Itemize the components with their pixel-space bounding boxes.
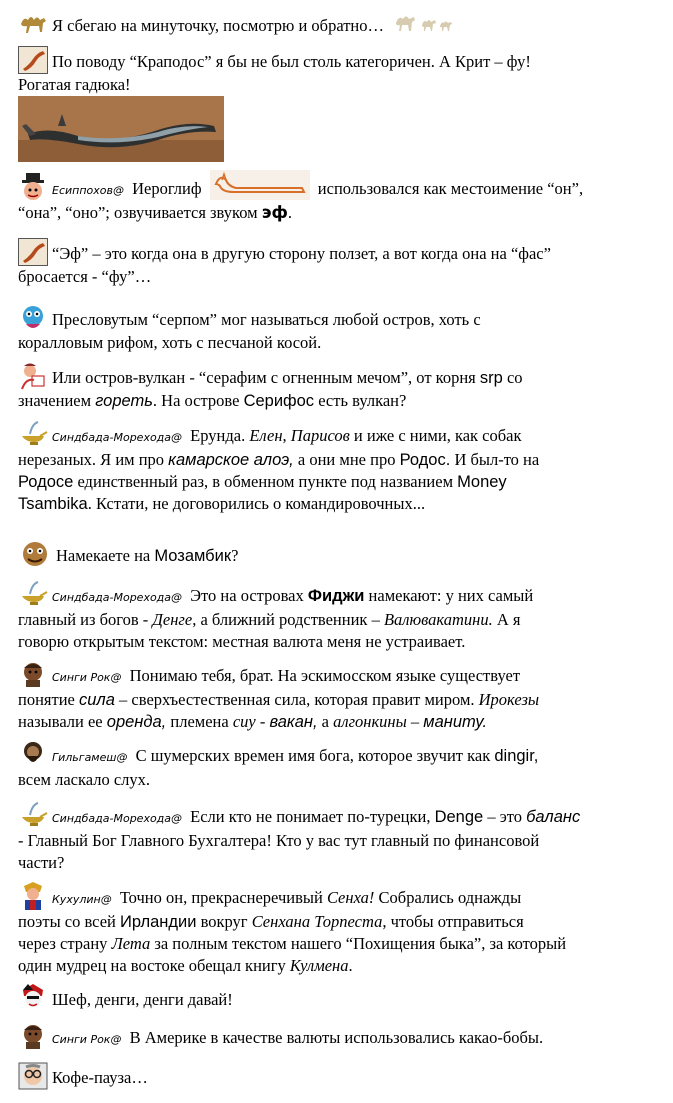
harlequin-avatar-icon: [18, 984, 48, 1012]
chat-message: [18, 304, 659, 354]
chat-message: [18, 46, 659, 96]
message-text: и иже с ними, как собак: [353, 426, 522, 445]
message-text: “она”, “оно”; озвучивается звуком: [18, 203, 258, 222]
chat-message: [18, 660, 659, 733]
brown-face-avatar-icon: [18, 540, 52, 568]
message-text: . Кстати, не договорились о командировочных...: [87, 494, 426, 513]
message-text: ?: [231, 546, 239, 565]
message-text: Лета: [111, 934, 151, 953]
message-text: говорю открытым текстом: местная валюта меня не устраивает.: [18, 632, 466, 651]
magic-lamp-avatar-icon: [18, 580, 48, 608]
message-text: С шумерских времен имя бога, которое звучит как: [135, 746, 491, 765]
message-text: Иероглиф: [132, 179, 202, 198]
user-nickname: Синги Рок@: [52, 1033, 122, 1046]
message-text: Валювакатини.: [383, 610, 493, 629]
message-text: сила: [79, 691, 115, 709]
message-text: Я сбегаю на минуточку, посмотрю и обратно…: [52, 16, 385, 35]
reading-man-avatar-icon: [18, 362, 48, 390]
chat-message: [18, 362, 659, 412]
snake-avatar-icon: [18, 46, 48, 74]
message-text: гореть: [95, 392, 153, 410]
user-nickname: Синги Рок@: [52, 671, 122, 684]
message-text: И был-то на: [454, 450, 540, 469]
message-text: – это: [487, 807, 523, 826]
message-text: Пресловутым “серпом” мог называться любой остров, хоть с: [52, 310, 481, 329]
message-text: маниту.: [423, 713, 488, 731]
chat-message: [18, 580, 659, 653]
message-text: Или остров-вулкан - “серафим с огненным мечом”, от корня: [52, 368, 476, 387]
message-text: Кулмена: [289, 956, 349, 975]
message-text: Серифос: [243, 392, 315, 410]
message-text: Намекаете на: [56, 546, 151, 565]
warrior-avatar-icon: [18, 1022, 48, 1050]
user-nickname: Есиппохов@: [52, 184, 124, 197]
message-text: главный из богов -: [18, 610, 149, 629]
message-text: Ерунда.: [190, 426, 246, 445]
chat-message: [18, 420, 659, 515]
message-text: оренда,: [106, 713, 167, 731]
message-text: Если кто не понимает по-турецки,: [190, 807, 431, 826]
message-text: племена: [170, 712, 229, 731]
message-text: камарское алоэ,: [168, 451, 294, 469]
message-text: Родосе: [18, 473, 74, 491]
message-text: Ирокезы: [478, 690, 540, 709]
message-text: “Эф” – это когда она в другую сторону ползет, а вот когда она на “фас”: [52, 244, 551, 263]
message-text: бросается - “фу”…: [18, 267, 152, 286]
message-text: Кофе-пауза…: [52, 1068, 148, 1087]
message-text: всем ласкало слух.: [18, 770, 151, 789]
message-text: Tsambika: [18, 495, 88, 513]
message-text: - Главный Бог Главного Бухгалтера! Кто у вас тут главный по финансовой: [18, 831, 540, 850]
message-text: .: [348, 956, 353, 975]
message-text: за полным текстом нашего “Похищения быка”, за который: [154, 934, 567, 953]
message-text: ,: [282, 426, 287, 445]
message-text: Мозамбик: [154, 547, 232, 565]
chat-message: [18, 238, 659, 288]
chat-message: [18, 984, 659, 1012]
message-text: Парисов: [290, 426, 350, 445]
message-text: – сверхъестественная сила, которая правит миром.: [119, 690, 475, 709]
message-text: Денге: [152, 610, 193, 629]
message-text: намекают: у них самый: [368, 586, 534, 605]
message-text: , чтобы отправиться: [382, 912, 524, 931]
message-text: srp: [479, 369, 503, 387]
message-text: Money: [457, 473, 507, 491]
message-text: значением: [18, 391, 92, 410]
message-text: эф: [261, 203, 288, 222]
message-text: В Америке в качестве валюты использовались какао-бобы.: [129, 1028, 544, 1047]
chat-message: [18, 540, 659, 568]
warrior-avatar-icon: [18, 660, 48, 688]
chat-message: [18, 10, 659, 41]
camel-caravan-icon: [394, 11, 462, 41]
magic-lamp-avatar-icon: [18, 801, 48, 829]
message-text: , а ближний родственник –: [192, 610, 380, 629]
top-hat-man-avatar-icon: [18, 173, 48, 201]
chat-message: [18, 170, 659, 224]
user-nickname: Синдбада-Морехода@: [52, 812, 183, 825]
user-nickname: Кухулин@: [52, 893, 112, 906]
message-text: а: [321, 712, 329, 731]
message-text: понятие: [18, 690, 75, 709]
message-text: Родос.: [399, 451, 451, 469]
cuchulainn-avatar-icon: [18, 882, 48, 910]
magic-lamp-avatar-icon: [18, 420, 48, 448]
message-text: Понимаю тебя, брат. На эскимосском языке существует: [129, 666, 521, 685]
message-text: со: [506, 368, 523, 387]
message-text: Елен: [249, 426, 283, 445]
message-text: коралловым рифом, хоть с песчаной косой.: [18, 333, 322, 352]
message-text: Шеф, денги, денги давай!: [52, 990, 233, 1009]
message-text: поэты со всей: [18, 912, 116, 931]
camel-avatar-icon: [18, 10, 48, 38]
message-text: а они мне про: [297, 450, 396, 469]
message-text: Рогатая гадюка!: [18, 75, 131, 94]
chat-message: [18, 801, 659, 874]
message-text: через страну: [18, 934, 108, 953]
message-text: –: [410, 712, 420, 731]
message-text: Фиджи: [307, 587, 365, 605]
blue-creature-avatar-icon: [18, 304, 48, 332]
user-nickname: Синдбада-Морехода@: [52, 431, 183, 444]
message-text: один мудрец на востоке обещал книгу: [18, 956, 286, 975]
message-text: есть вулкан?: [318, 391, 407, 410]
message-text: называли ее: [18, 712, 103, 731]
message-text: Сенхана Торпеста: [251, 912, 383, 931]
message-text: Собрались однажды: [378, 888, 522, 907]
message-text: Это на островах: [190, 586, 304, 605]
message-text: вакан,: [269, 713, 318, 731]
professor-avatar-icon: [18, 1062, 48, 1090]
message-text: использовался как местоимение “он”,: [317, 179, 584, 198]
message-text: нерезаных. Я им про: [18, 450, 165, 469]
chat-message: [18, 740, 659, 791]
message-text: единственный раз, в обменном пункте под названием: [77, 472, 454, 491]
message-text: Сенха!: [326, 888, 375, 907]
message-text: .: [287, 203, 292, 222]
gilgamesh-avatar-icon: [18, 740, 48, 768]
message-text: Ирландии: [119, 913, 197, 931]
message-text: сиу: [232, 712, 256, 731]
message-text: части?: [18, 853, 65, 872]
user-nickname: Синдбада-Морехода@: [52, 591, 183, 604]
message-text: вокруг: [200, 912, 248, 931]
message-text: баланс: [526, 808, 581, 826]
message-text: -: [259, 712, 266, 731]
chat-message: [18, 1062, 659, 1090]
message-text: dingir,: [494, 747, 539, 765]
chat-message: [18, 1022, 659, 1051]
viper-photo: [18, 96, 224, 162]
hieroglyph-viper-icon: [210, 170, 310, 200]
snake-avatar-icon: [18, 238, 48, 266]
message-text: По поводу “Краподос” я бы не был столь категоричен. А Крит – фу!: [52, 52, 531, 71]
message-text: Denge: [434, 808, 484, 826]
user-nickname: Гильгамеш@: [52, 751, 128, 764]
message-text: Точно он, прекраснеречивый: [119, 888, 323, 907]
message-text: А я: [496, 610, 521, 629]
chat-message: [18, 882, 659, 977]
message-text: алгонкины: [333, 712, 407, 731]
message-text: . На острове: [152, 391, 240, 410]
